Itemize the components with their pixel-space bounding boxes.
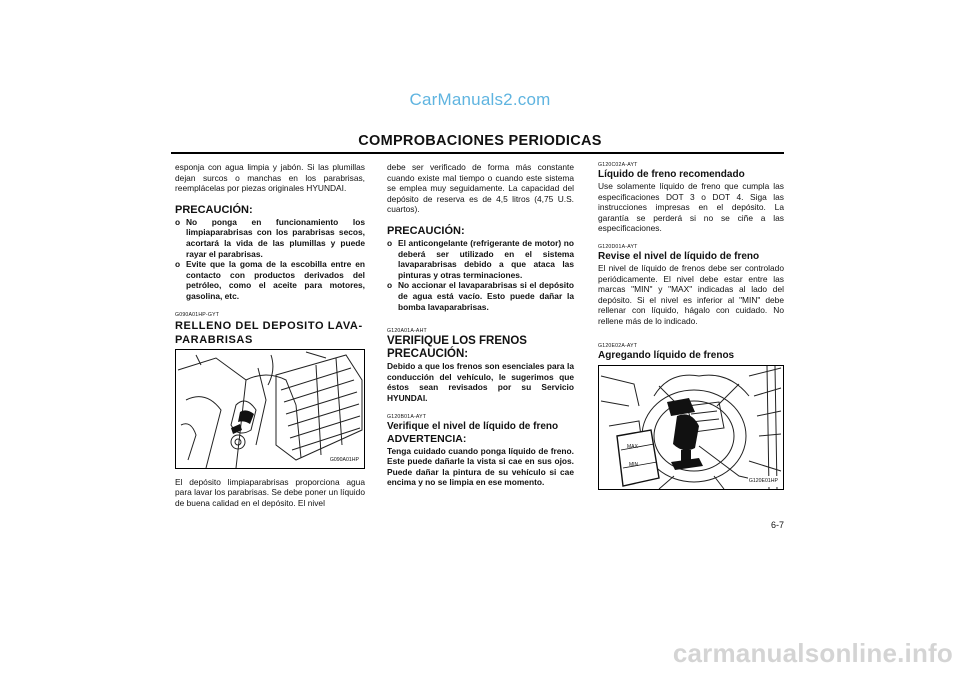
min-mark-label: MIN [629,461,639,468]
section-code: G120E02A-AYT [598,342,638,349]
watermark-carmanualsonline: carmanualsonline.info [672,638,953,668]
column-left [175,162,365,508]
level-check-title: Revise el nivel de líquido de freno [598,250,760,262]
caution-list [387,238,574,312]
section-title-washer: RELLENO DEL DEPOSITO LAVA-PARABRISAS [175,319,363,346]
section-code: G120C02A-AYT [598,162,638,168]
caution-item [175,217,365,259]
caution-item [387,280,574,312]
washer-reservoir-figure [175,349,365,469]
caution-item [387,238,574,280]
brake-fluid-reservoir-figure [598,365,784,490]
caution-item [175,259,365,301]
brakes-caution-text: Debido a que los frenos son esenciales para la conducción del vehículo, le sugerimos que éstos sean revisados por su Servicio HYUNDAI. [387,361,574,403]
caution-item-text: No accionar el lavaparabrisas si el depósito de agua está vacío. Esto puede dañar la bomba lavaparabrisas. [398,280,574,312]
section-code: G090A01HP-GYT [175,311,220,318]
figure-caption: G120E01HP [748,476,779,487]
caution-title: PRECAUCIÓN: [175,203,253,216]
figure-caption: G090A01HP [329,455,360,466]
bullet-marker: o [175,259,181,270]
adding-fluid-title: Agregando líquido de frenos [598,349,735,361]
page-header-title: COMPROBACIONES PERIODICAS [358,133,602,149]
brake-reservoir-illustration [599,366,783,489]
washer-body-text: El depósito limpiaparabrisas proporciona agua para lavar los parabrisas. Se debe poner un líquido de buena calidad en el depósito. El nivel [175,476,365,508]
caution-title: PRECAUCIÓN: [387,224,465,237]
warning-text: Tenga cuidado cuando ponga líquido de freno. Este puede dañarle la vista si cae en sus ojos. Puede dañar la pintura de su vehículo si cae encima y no se limpia en ese momento. [387,445,574,488]
wiper-intro-text: esponja con agua limpia y jabón. Si las plumillas dejan surcos o manchas en los parabrisas, reemplácelas por piezas originales HYUNDAI. [175,162,365,194]
washer-body-continued: debe ser verificado de forma más constante cuando existe mal tiempo o cuando este sistema se emplea muy seguidamente. La capacidad del depósito de reserva es de 4,5 litros (4,75 U.S. cuartos). [387,162,574,215]
column-middle [387,162,574,488]
page-number: 6-7 [771,520,785,530]
max-mark-label: MAX [627,443,638,450]
bullet-marker: o [175,216,181,227]
caution-item-text: El anticongelante (refrigerante de motor) no deberá ser utilizado en el sistema lavaparabrisas debido a que ataca las pinturas y otras terminaciones. [398,237,574,280]
section-title-brakes: VERIFIQUE LOS FRENOS [387,335,527,348]
recommended-fluid-text: Use solamente líquido de freno que cumpla las especificaciones DOT 3 o DOT 4. Siga las instrucciones impresas en el depósito. La garantía se perderá si no se ciñe a las especificaciones. [598,181,784,234]
section-code: G120D01A-AYT [598,243,638,250]
section-code: G120A01A-AHT [387,328,427,335]
recommended-fluid-title: Líquido de freno recomendado [598,169,745,180]
section-code: G120B01A-AYT [387,413,427,420]
caution-item-text: Evite que la goma de la escobilla entre en contacto con productos derivados del petróleo, como el aceite para motores, gasolina, etc. [186,259,365,301]
washer-reservoir-illustration [176,350,364,468]
bullet-marker: o [387,237,393,248]
watermark-carmanuals2: CarManuals2.com [409,90,551,109]
warning-title: ADVERTENCIA: [387,432,467,445]
caution-list [175,217,365,302]
fluid-check-title: Verifique el nivel de líquido de freno [387,420,559,432]
header-rule [171,152,784,154]
column-right [598,162,784,490]
caution-item-text: No ponga en funcionamiento los limpiaparabrisas con los parabrisas secos, acortará la vida de las plumillas y puede rayar el parabrisas. [186,216,365,259]
level-check-text: El nivel de líquido de frenos debe ser controlado periódicamente. El nivel debe estar entre las marcas "MIN" y "MAX" indicadas al lado del depósito. Si el nivel es inferior al "MIN" debe rellenar con líquido, hágalo con cuidado. No rellene más de lo indicado. [598,262,784,326]
brakes-caution-title: PRECAUCIÓN: [387,348,469,361]
bullet-marker: o [387,280,393,291]
